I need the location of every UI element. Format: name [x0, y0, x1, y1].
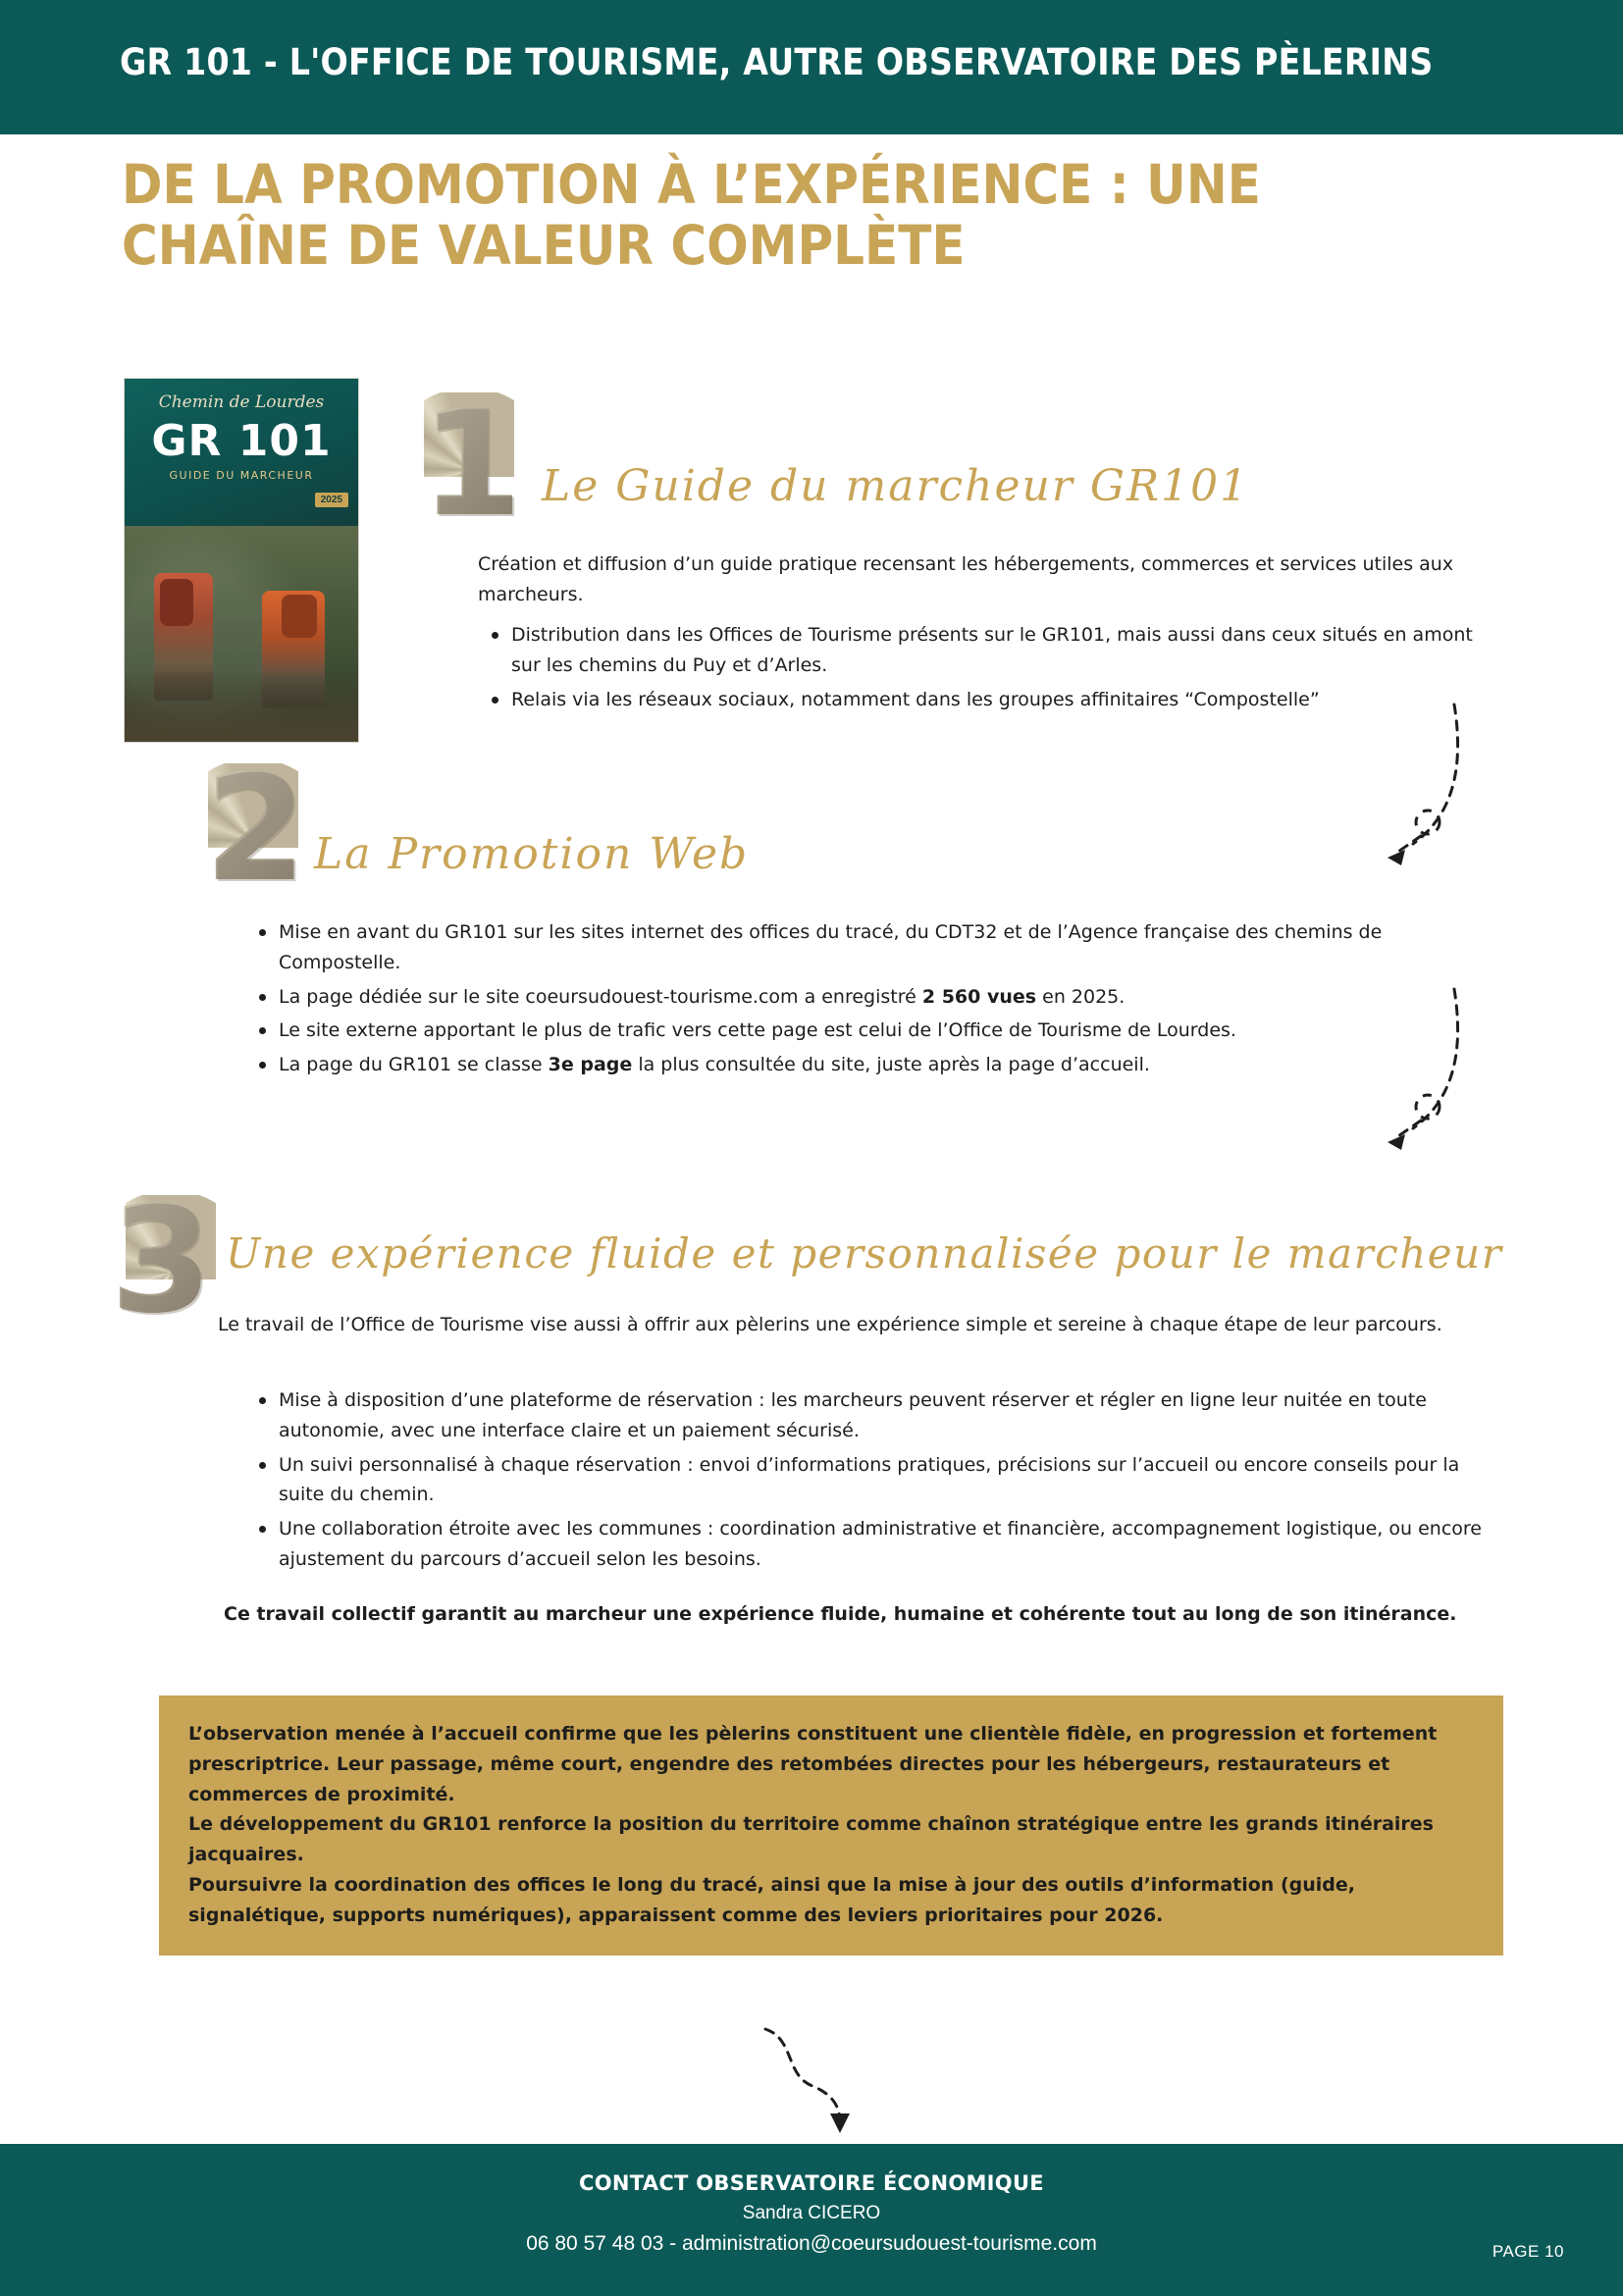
guide-cover-image — [124, 378, 359, 743]
step-number-1: 1 — [420, 379, 523, 549]
step-heading-2: La Promotion Web — [314, 829, 750, 879]
page-header-bar — [0, 0, 1623, 134]
step-1-intro: Création et diffusion d’un guide pratique recensant les hébergements, commerces et services utiles aux marcheurs. — [478, 553, 1454, 605]
step-number-2: 2 — [204, 744, 307, 914]
step-heading-3: Une expérience fluide et personnalisée pour le marcheur — [226, 1229, 1503, 1278]
list-item: Mise à disposition d’une plateforme de réservation : les marcheurs peuvent réserver et régler en ligne leur nuitée en toute autonomie, avec une interface claire et un paiement sécurisé. — [279, 1385, 1505, 1446]
highlight-callout-box — [159, 1696, 1503, 1956]
list-item-text-3: La page du GR101 se classe 3e page la plus consultée du site, juste après la page d’accueil. — [279, 1054, 1150, 1076]
footer-contact-details: 06 80 57 48 03 - administration@coeursudouest-tourisme.com — [526, 2232, 1097, 2255]
step-heading-1: Le Guide du marcheur GR101 — [542, 461, 1250, 511]
list-item: Une collaboration étroite avec les communes : coordination administrative et financière, accompagnement logistique, ou encore ajustement du parcours d’accueil selon les besoins. — [279, 1514, 1505, 1575]
step-1-bullet-list — [478, 620, 1483, 718]
highlight-paragraph-2: Le développement du GR101 renforce la position du territoire comme chaînon stratégique entre les grands itinéraires jacquaires. — [188, 1813, 1434, 1866]
list-item — [279, 982, 1495, 1013]
step-number-3: 3 — [110, 1175, 213, 1346]
step-2-bullet-list — [245, 917, 1495, 1084]
list-item: Un suivi personnalisé à chaque réservation : envoi d’informations pratiques, précisions sur l’accueil ou encore conseils pour la suite du chemin. — [279, 1450, 1505, 1511]
list-item-text-1: La page dédiée sur le site coeursudouest-tourisme.com a enregistré 2 560 vues en 2025. — [279, 985, 1126, 1008]
dashed-arrow-icon-3 — [756, 2021, 893, 2139]
footer-contact-name: Sandra CICERO — [742, 2203, 881, 2223]
backpack-left — [160, 579, 193, 626]
list-item: Distribution dans les Offices de Tourisme présents sur le GR101, mais aussi dans ceux situés en amont sur les chemins du Puy et d’Arles. — [511, 620, 1483, 681]
footer-title: CONTACT OBSERVATOIRE ÉCONOMIQUE — [579, 2171, 1044, 2195]
cover-photo — [125, 526, 358, 742]
dashed-arrow-icon-1 — [1344, 697, 1462, 903]
cover-year-badge: 2025 — [315, 493, 348, 507]
list-item: Mise en avant du GR101 sur les sites internet des offices du tracé, du CDT32 et de l’Agence française des chemins de Compostelle. — [279, 917, 1495, 978]
trail-ground — [125, 673, 358, 742]
step-3-bullet-list — [245, 1385, 1505, 1579]
page-title: DE LA PROMOTION À L’EXPÉRIENCE : UNE CHAÎNE DE VALEUR COMPLÈTE — [122, 153, 1261, 277]
highlight-paragraph-3: Poursuivre la coordination des offices le long du tracé, ainsi que la mise à jour des outils d’information (guide, signalétique, supports numériques), apparaissent comme des leviers prioritaires pour 2026. — [188, 1873, 1355, 1926]
page-header-title: GR 101 - L'OFFICE DE TOURISME, AUTRE OBSERVATOIRE DES PÈLERINS — [120, 41, 1434, 83]
cover-script-text: Chemin de Lourdes — [158, 392, 325, 412]
step-3-intro: Le travail de l’Office de Tourisme vise aussi à offrir aux pèlerins une expérience simple et sereine à chaque étape de leur parcours. — [218, 1314, 1442, 1335]
cover-subtitle-text: GUIDE DU MARCHEUR — [169, 469, 314, 482]
cover-code-text: GR 101 — [151, 416, 332, 466]
list-item: Relais via les réseaux sociaux, notamment dans les groupes affinitaires “Compostelle” — [511, 685, 1483, 715]
list-item: Le site externe apportant le plus de trafic vers cette page est celui de l’Office de Tourisme de Lourdes. — [279, 1016, 1495, 1046]
highlight-paragraph-1: L’observation menée à l’accueil confirme que les pèlerins constituent une clientèle fidèle, en progression et fortement prescriptrice. Leur passage, même court, engendre des retombées directes pour les hébergeurs, restaurateurs et commerces de proximité. — [188, 1723, 1438, 1805]
footer-page-number: PAGE 10 — [1492, 2242, 1564, 2261]
backpack-right — [282, 595, 317, 638]
list-item — [279, 1050, 1495, 1080]
step-3-conclusion: Ce travail collectif garantit au marcheur une expérience fluide, humaine et cohérente tout au long de son itinérance. — [224, 1603, 1457, 1625]
page-footer-bar — [0, 2144, 1623, 2296]
